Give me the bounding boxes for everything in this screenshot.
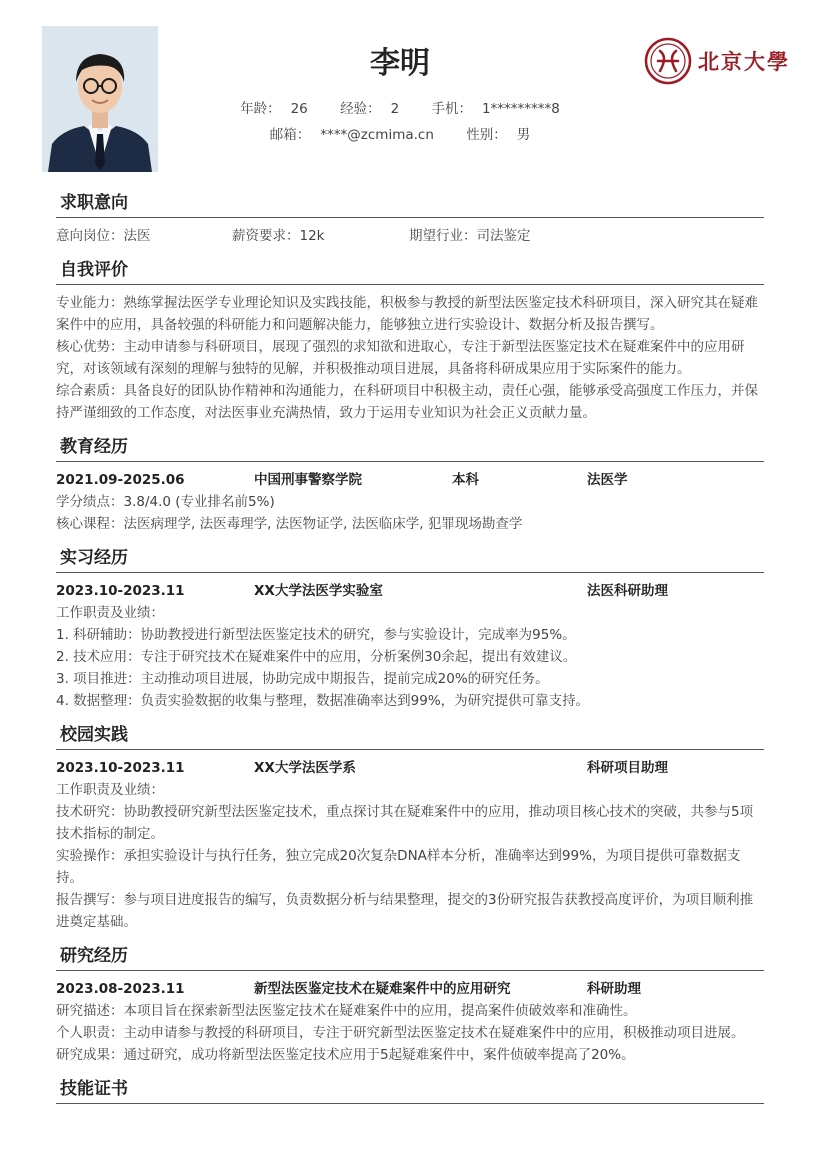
experience-item: 经验： 2 [340,101,400,117]
section-title: 求职意向 [56,188,764,218]
research-detail: 研究成果：通过研究，成功将新型法医鉴定技术应用于5起疑难案件中，案件侦破率提高了20%。 [56,1047,635,1063]
campus-detail: 报告撰写：参与项目进度报告的编写，负责数据分析与结果整理，提交的3份研究报告获教授高度评价，为项目顺利推进奠定基础。 [56,892,754,930]
age-item: 年龄： 26 [240,101,308,117]
campus-detail: 实验操作：承担实验设计与执行任务，独立完成20次复杂DNA样本分析，准确率达到99%，为项目提供可靠数据支持。 [56,848,741,886]
education-school: 中国刑事警察学院 [254,472,362,488]
research-header-row [56,978,764,1000]
internship-date: 2023.10-2023.11 [56,583,185,599]
internship-detail: 2. 技术应用：专注于研究技术在疑难案件中的应用，分析案例30余起，提出有效建议。 [56,649,577,665]
self-eval-paragraph: 综合素质：具备良好的团队协作精神和沟通能力，在科研项目中积极主动，责任心强，能够承受高强度工作压力，并保持严谨细致的工作态度，对法医事业充满热情，致力于运用专业知识为社会正义贡献力量。 [56,383,758,421]
research-role: 科研助理 [587,981,641,997]
education-header-row [56,469,764,491]
intent-row [56,225,764,247]
self-eval-paragraph: 专业能力：熟练掌握法医学专业理论知识及实践技能，积极参与教授的新型法医鉴定技术科研项目，深入研究其在疑难案件中的应用，具备较强的科研能力和问题解决能力，能够独立进行实验设计、数据分析及报告撰写。 [56,295,758,333]
experience-value: 2 [390,101,400,117]
internship-role: 法医科研助理 [587,583,668,599]
section-title: 自我评价 [56,255,764,285]
email-value: ****@zcmima.cn [320,127,434,143]
campus-detail: 工作职责及业绩： [56,782,164,798]
campus-header-row [56,757,764,779]
internship-detail: 1. 科研辅助：协助教授进行新型法医鉴定技术的研究，参与实验设计，完成率为95%。 [56,627,576,643]
phone-item: 手机： 1*********8 [431,101,560,117]
section-title: 技能证书 [56,1074,764,1104]
university-seal-icon [644,37,692,85]
research-date: 2023.08-2023.11 [56,981,185,997]
age-value: 26 [290,101,308,117]
section-campus-practice [56,720,764,933]
basic-info-line-2 [0,123,800,143]
university-logo [644,36,794,86]
research-detail: 研究描述：本项目旨在探索新型法医鉴定技术在疑难案件中的应用，提高案件侦破效率和准确性。 [56,1003,637,1019]
research-detail: 个人职责：主动申请参与教授的科研项目，专注于研究新型法医鉴定技术在疑难案件中的应用，积极推动项目进展。 [56,1025,745,1041]
internship-detail: 工作职责及业绩： [56,605,164,621]
self-eval-paragraph: 核心优势：主动申请参与科研项目，展现了强烈的求知欲和进取心，专注于新型法医鉴定技术在疑难案件中的应用研究，对该领域有深刻的理解与独特的见解，并积极推动项目进展，具备将科研成果应用于实际案件的能力。 [56,339,745,377]
phone-value: 1*********8 [481,101,560,117]
resume-content [56,188,764,1112]
section-skills [56,1074,764,1104]
section-title: 校园实践 [56,720,764,750]
education-detail: 核心课程：法医病理学, 法医毒理学, 法医物证学, 法医临床学, 犯罪现场勘查学 [56,516,523,532]
intent-industry: 期望行业：司法鉴定 [409,228,531,244]
candidate-name: 李明 [370,46,430,81]
section-internship [56,543,764,712]
internship-header-row [56,580,764,602]
intent-position: 意向岗位：法医 [56,228,151,244]
internship-detail: 3. 项目推进：主动推动项目进展，协助完成中期报告，提前完成20%的研究任务。 [56,671,549,687]
section-self-evaluation [56,255,764,424]
section-title: 教育经历 [56,432,764,462]
research-project: 新型法医鉴定技术在疑难案件中的应用研究 [254,981,511,997]
basic-info-line-1 [0,97,800,117]
campus-role: 科研项目助理 [587,760,668,776]
education-degree: 本科 [452,472,479,488]
intent-salary: 薪资要求：12k [232,228,325,244]
campus-detail: 技术研究：协助教授研究新型法医鉴定技术，重点探讨其在疑难案件中的应用，推动项目核心技术的突破，共参与5项技术指标的制定。 [56,804,754,842]
education-date: 2021.09-2025.06 [56,472,185,488]
internship-org: XX大学法医学实验室 [254,583,383,599]
gender-value: 男 [516,127,531,143]
section-research [56,941,764,1066]
gender-item: 性别： 男 [466,127,531,143]
section-job-intent [56,188,764,247]
section-title: 实习经历 [56,543,764,573]
internship-detail: 4. 数据整理：负责实验数据的收集与整理，数据准确率达到99%，为研究提供可靠支持。 [56,693,590,709]
campus-date: 2023.10-2023.11 [56,760,185,776]
logo-text: 北京大學 [698,49,790,74]
section-title: 研究经历 [56,941,764,971]
education-detail: 学分绩点：3.8/4.0 (专业排名前5%) [56,494,275,510]
email-item: 邮箱： ****@zcmima.cn [269,127,434,143]
section-education [56,432,764,535]
education-major: 法医学 [587,472,628,488]
campus-org: XX大学法医学系 [254,760,356,776]
